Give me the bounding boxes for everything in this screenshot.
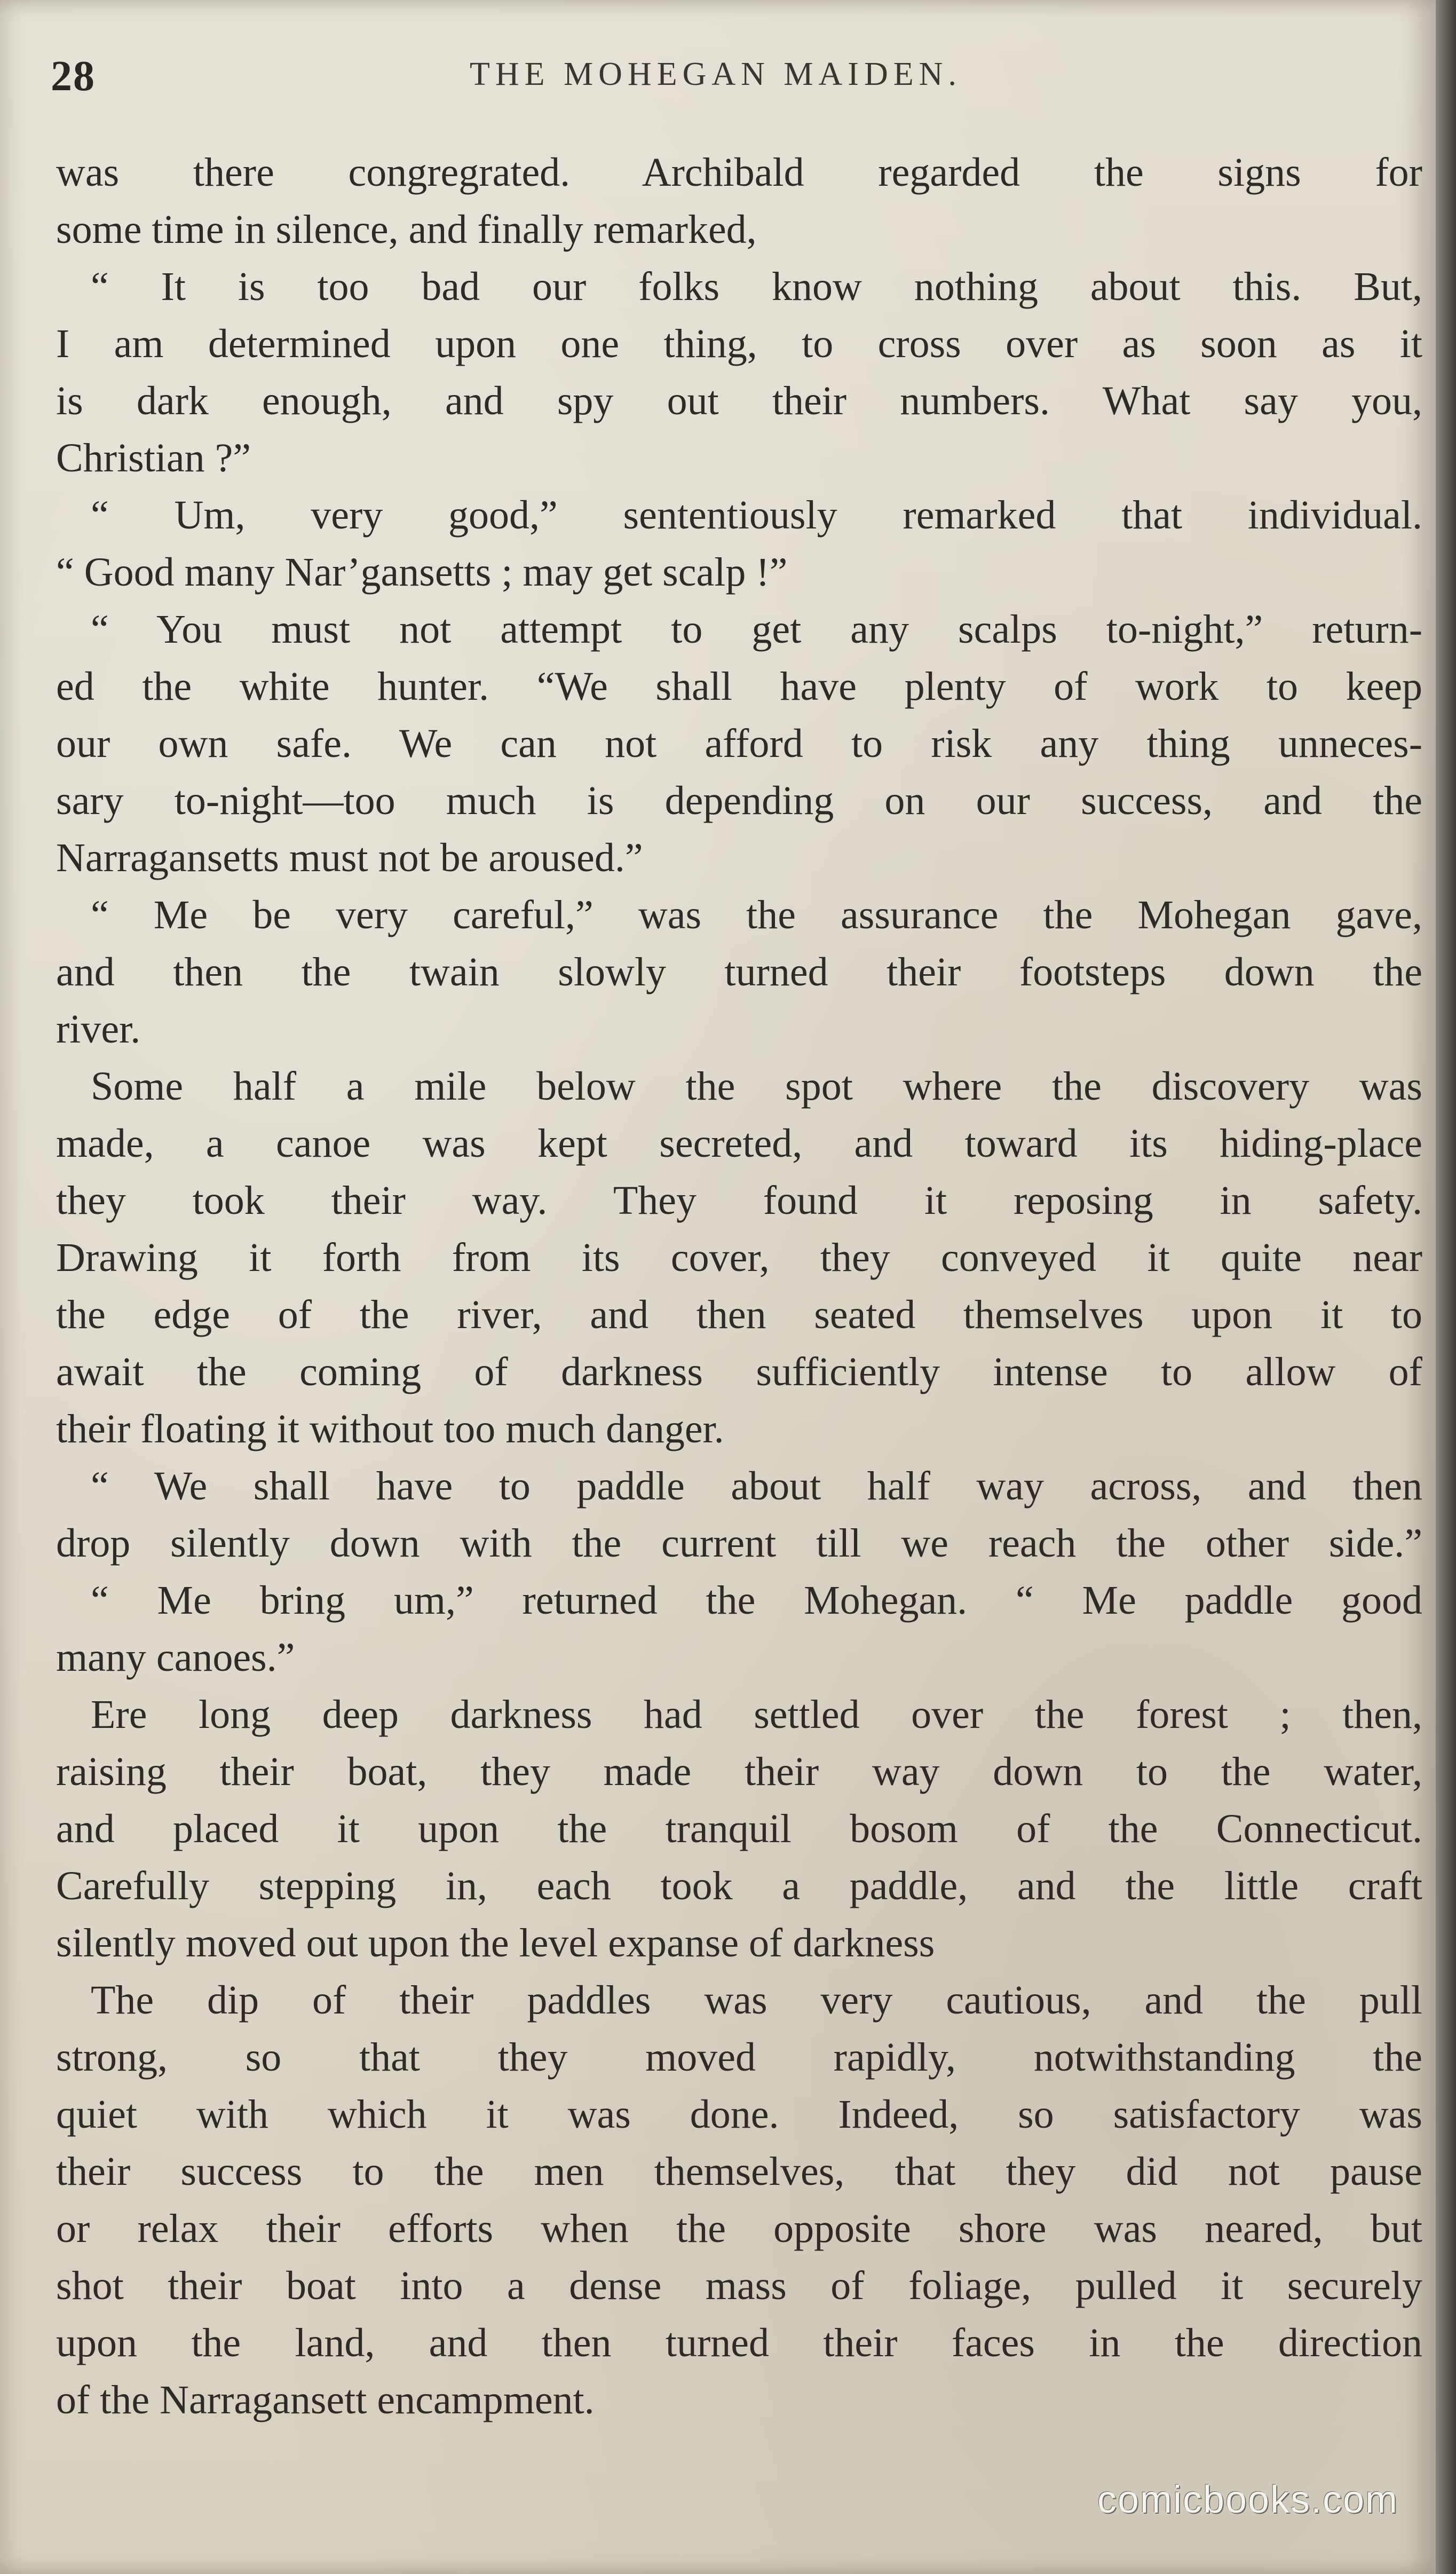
text-line: of the Narragansett encampment. [56,2378,595,2422]
page-edge [1436,0,1456,2574]
text-line: silently moved out upon the level expanse of darkness [56,1921,935,1965]
text-line: “ It is too bad our folks know nothing about this. But, [91,264,1422,309]
text-line: “ Um, very good,” sententiously remarked that individual. [91,493,1422,538]
text-line: “ Me bring um,” returned the Mohegan. “ Me paddle good [91,1578,1422,1623]
text-line: drop silently down with the current till we reach the other side.” [56,1521,1422,1566]
text-line: “ You must not attempt to get any scalps to-night,” return- [91,607,1422,652]
text-line: their floating it without too much danger. [56,1407,724,1451]
text-line: their success to the men themselves, that they did not pause [56,2149,1422,2194]
text-line: and placed it upon the tranquil bosom of the Connecticut. [56,1806,1422,1851]
text-line: was there congregrated. Archibald regarded the signs for [56,150,1422,195]
text-line: “ We shall have to paddle about half way across, and then [91,1464,1422,1509]
text-line: await the coming of darkness sufficiently intense to allow of [56,1349,1422,1394]
body-text [56,144,1422,2429]
text-line: many canoes.” [56,1635,295,1680]
text-line: the edge of the river, and then seated themselves upon it to [56,1292,1422,1337]
text-line: ed the white hunter. “We shall have plenty of work to keep [56,664,1422,709]
text-line: “ Me be very careful,” was the assurance the Mohegan gave, [91,893,1422,937]
text-line: The dip of their paddles was very cautious, and the pull [91,1978,1422,2023]
watermark: comicbooks.com [1097,2478,1398,2521]
text-line: upon the land, and then turned their faces in the direction [56,2320,1422,2365]
text-line: shot their boat into a dense mass of foliage, pulled it securely [56,2263,1422,2308]
text-line: Christian ?” [56,436,251,480]
text-line: is dark enough, and spy out their numbers. What say you, [56,378,1422,423]
text-line: some time in silence, and finally remarked, [56,207,757,252]
text-line: sary to-night—too much is depending on our success, and the [56,778,1422,823]
text-line: I am determined upon one thing, to cross over as soon as it [56,321,1422,366]
text-line: made, a canoe was kept secreted, and toward its hiding-place [56,1121,1422,1166]
text-line: river. [56,1007,141,1052]
text-line: raising their boat, they made their way down to the water, [56,1749,1422,1794]
text-line: and then the twain slowly turned their footsteps down the [56,950,1422,994]
text-line: strong, so that they moved rapidly, notwithstanding the [56,2035,1422,2080]
text-line: or relax their efforts when the opposite shore was neared, but [56,2206,1422,2251]
text-line: Narragansetts must not be aroused.” [56,835,643,880]
text-line: Ere long deep darkness had settled over the forest ; then, [91,1692,1422,1737]
text-line: Some half a mile below the spot where the discovery was [91,1064,1422,1109]
running-head [0,48,1436,107]
text-line: our own safe. We can not afford to risk any thing unneces- [56,721,1422,766]
running-title: THE MOHEGAN MAIDEN. [470,56,962,92]
text-line: Drawing it forth from its cover, they conveyed it quite near [56,1235,1422,1280]
page-number: 28 [51,53,96,100]
text-line: “ Good many Nar’gansetts ; may get scalp !” [56,550,788,595]
text-line: they took their way. They found it reposing in safety. [56,1178,1422,1223]
text-line: Carefully stepping in, each took a paddle, and the little craft [56,1864,1422,1908]
text-line: quiet with which it was done. Indeed, so satisfactory was [56,2092,1422,2137]
